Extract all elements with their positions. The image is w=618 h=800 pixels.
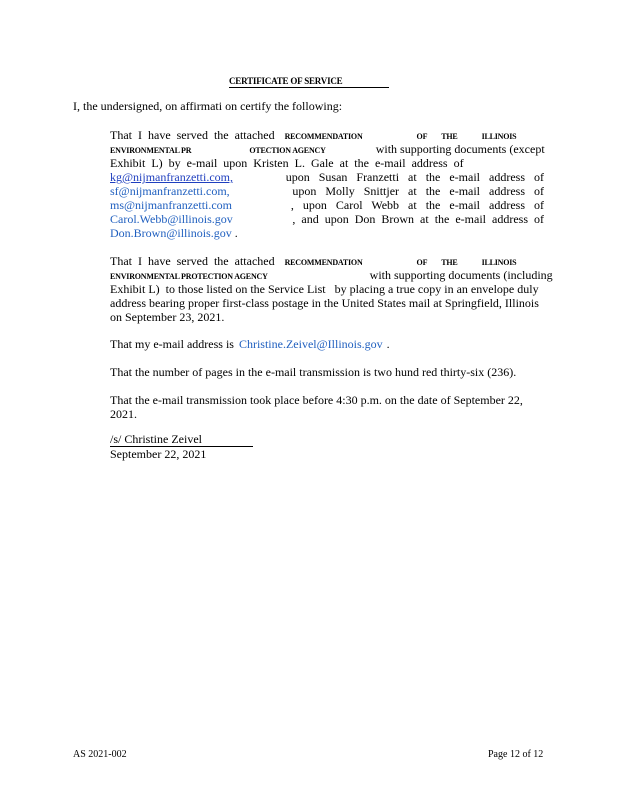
p2-line-1: That I have served the attached RECOMMENDATION OF THE ILLINOIS [110, 254, 517, 268]
p1-line-7: Carol.Webb@illinois.gov , and upon Don Brown at the e-mail address of [110, 212, 544, 226]
email-link-sf[interactable]: sf@nijmanfranzetti.com, [110, 184, 230, 198]
p5-line-2: 2021. [110, 407, 137, 421]
footer-page-number: Page 12 of 12 [488, 749, 544, 760]
email-address-paragraph [110, 337, 544, 351]
p2-line-4: address bearing proper first-class postage in the United States mail at Springfield, Illinois [110, 296, 539, 310]
email-link-kg[interactable]: kg@nijmanfranzetti.com, [110, 170, 234, 184]
email-link-christine-zeivel[interactable]: Christine.Zeivel@Illinois.gov [238, 337, 383, 351]
email-link-ms[interactable]: ms@nijmanfranzetti.com [110, 198, 233, 212]
p3-line: That my e-mail address is Christine.Zeivel@Illinois.gov . [110, 337, 390, 351]
page-title: CERTIFICATE OF SERVICE [229, 76, 389, 88]
p4-line: That the number of pages in the e-mail transmission is two hund red thirty-six (236). [110, 365, 517, 379]
p1-line-5: sf@nijmanfranzetti.com, upon Molly Snittjer at the e-mail address of [110, 184, 544, 198]
p1-line-4: kg@nijmanfranzetti.com, upon Susan Franzetti at the e-mail address of [110, 170, 544, 184]
email-link-carol-webb[interactable]: Carol.Webb@illinois.gov [110, 212, 233, 226]
p1-line-6: ms@nijmanfranzetti.com , upon Carol Webb at the e-mail address of [110, 198, 544, 212]
page-count-paragraph [110, 365, 544, 379]
signature-block [110, 432, 253, 461]
footer-case-number: AS 2021-002 [73, 749, 127, 760]
p5-line-1: That the e-mail transmission took place before 4:30 p.m. on the date of September 22, [110, 393, 523, 407]
p2-line-2: ENVIRONMENTAL PROTECTION AGENCY with supporting documents (including [110, 268, 553, 282]
service-paragraph-email [110, 128, 544, 240]
signature-name: /s/ Christine Zeivel [110, 432, 253, 447]
signature-date: September 22, 2021 [110, 447, 207, 461]
intro-statement: I, the undersigned, on affirmati on certify the following: [73, 99, 343, 113]
p2-line-5: on September 23, 2021. [110, 310, 225, 324]
transmission-time-paragraph [110, 393, 544, 421]
service-paragraph-mail [110, 254, 553, 324]
email-link-don-brown[interactable]: Don.Brown@illinois.gov [110, 226, 232, 240]
p1-line-8: Don.Brown@illinois.gov . [110, 226, 238, 240]
p1-line-2: ENVIRONMENTAL PR OTECTION AGENCY with supporting documents (except [110, 142, 545, 156]
p1-line-3: Exhibit L) by e-mail upon Kristen L. Gale at the e-mail address of [110, 156, 464, 170]
p1-line-1: That I have served the attached RECOMMENDATION OF THE ILLINOIS [110, 128, 517, 142]
p2-line-3: Exhibit L) to those listed on the Service List by placing a true copy in an envelope duly [110, 282, 539, 296]
